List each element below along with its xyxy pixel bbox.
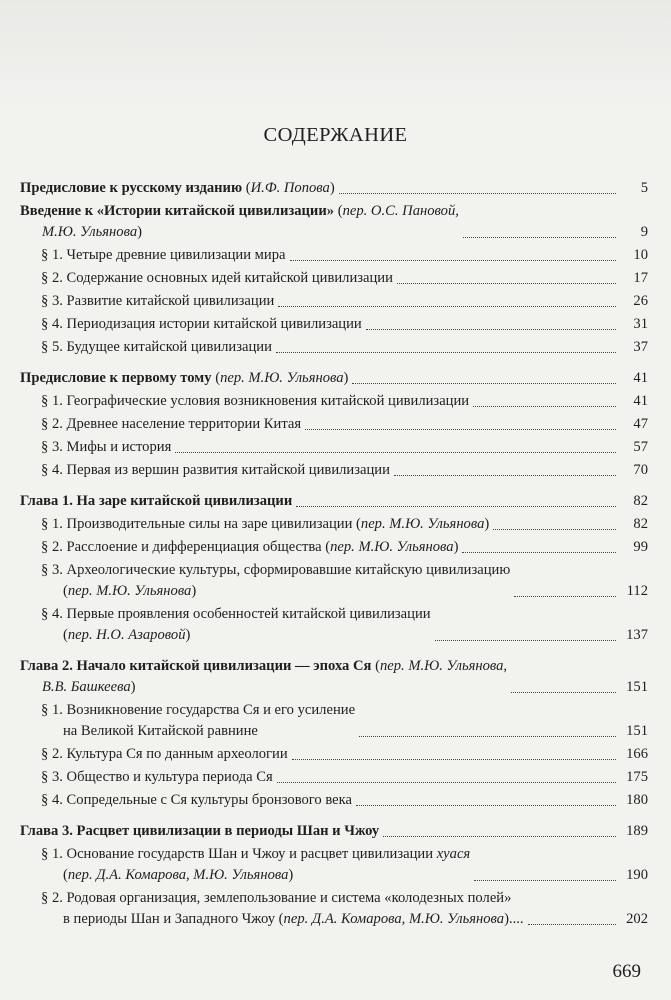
toc-subsection-entry	[20, 291, 648, 312]
entry-text: § 1. Производительные силы на заре цивилизации (	[41, 516, 361, 532]
dot-leader	[296, 506, 616, 507]
entry-text: § 2. Культура Ся по данным археологии	[41, 746, 288, 762]
entry-line	[41, 581, 510, 602]
toc-heading-entry	[20, 368, 648, 389]
dot-leader	[528, 924, 616, 925]
entry-text: § 4. Сопредельные с Ся культуры бронзового века	[41, 792, 353, 808]
entry-line	[41, 888, 524, 909]
entry-title	[20, 201, 459, 243]
entry-page-number: 190	[626, 867, 648, 883]
entry-title	[41, 790, 352, 811]
entry-page-number: 26	[633, 293, 648, 309]
toc-subsection-entry	[20, 537, 648, 558]
dot-leader	[339, 193, 616, 194]
page-heading: СОДЕРЖАНИЕ	[263, 124, 408, 146]
entry-text: § 4. Первые проявления особенностей китайской цивилизации	[41, 606, 431, 622]
dot-leader	[514, 596, 616, 597]
toc-section	[20, 656, 648, 811]
toc-section	[20, 491, 648, 646]
entry-title	[41, 537, 458, 558]
entry-text: § 3. Развитие китайской цивилизации	[41, 293, 275, 309]
entry-line	[41, 700, 355, 721]
entry-page-number: 82	[633, 493, 648, 509]
toc-subsection-entry	[20, 337, 648, 358]
toc-subsection-entry	[20, 437, 648, 458]
entry-title	[41, 514, 489, 535]
entry-text: )	[288, 867, 294, 883]
entry-title	[20, 491, 292, 512]
entry-line	[41, 268, 393, 289]
dot-leader	[290, 260, 617, 261]
entry-line	[41, 414, 301, 435]
entry-title	[41, 291, 274, 312]
toc-heading-entry	[20, 821, 648, 842]
entry-text: § 2. Расслоение и дифференциация общества (	[41, 539, 331, 555]
dot-leader	[474, 880, 616, 881]
entry-text: Введение к «Истории китайской цивилизации»	[20, 203, 335, 219]
toc-subsection-entry	[20, 314, 648, 335]
entry-text: § 2. Древнее население территории Китая	[41, 416, 302, 432]
entry-text: в периоды Шан и Западного Чжоу (	[63, 911, 284, 927]
entry-line	[41, 514, 489, 535]
entry-text: на Великой Китайской равнине	[63, 723, 258, 739]
entry-text: Глава 3. Расцвет цивилизации в периоды Шан и Чжоу	[20, 823, 380, 839]
entry-page-number: 202	[626, 911, 648, 927]
entry-line	[20, 656, 507, 677]
show-through-area	[0, 0, 671, 112]
entry-page-number: 99	[633, 539, 648, 555]
toc-subsection-entry	[20, 268, 648, 289]
toc-subsection-entry	[20, 391, 648, 412]
entry-title	[20, 178, 335, 199]
entry-text: )	[137, 224, 142, 240]
entry-text: § 1. Географические условия возникновения китайской цивилизации	[41, 393, 470, 409]
entry-text: § 1. Возникновение государства Ся и его усиление	[41, 702, 356, 718]
entry-line	[20, 491, 292, 512]
entry-text: )	[191, 583, 197, 599]
entry-text: Предисловие к русскому изданию	[20, 180, 243, 196]
toc-heading-entry	[20, 178, 648, 199]
dot-leader	[276, 352, 616, 353]
entry-line	[41, 291, 274, 312]
entry-text: § 3. Общество и культура периода Ся	[41, 769, 273, 785]
entry-line	[20, 222, 459, 243]
dot-leader	[175, 452, 616, 453]
entry-text: (	[63, 867, 68, 883]
toc-heading-entry	[20, 201, 648, 243]
entry-title	[41, 245, 286, 266]
entry-title	[41, 744, 288, 765]
entry-title	[41, 391, 469, 412]
entry-page-number: 41	[633, 370, 648, 386]
entry-text: § 4. Первая из вершин развития китайской цивилизации	[41, 462, 390, 478]
toc-heading-entry	[20, 491, 648, 512]
entry-page-number: 151	[626, 723, 648, 739]
entry-title	[41, 844, 470, 886]
entry-text: § 3. Мифы и история	[41, 439, 172, 455]
entry-line	[41, 604, 431, 625]
entry-title	[20, 821, 379, 842]
toc-subsection-entry	[20, 604, 648, 646]
entry-line	[41, 245, 286, 266]
translator-credit: пер. Н.О. Азаровой	[67, 627, 186, 643]
entry-title	[41, 337, 272, 358]
entry-page-number: 137	[626, 627, 648, 643]
entry-line	[20, 368, 348, 389]
dot-leader	[278, 306, 616, 307]
toc-subsection-entry	[20, 245, 648, 266]
entry-page-number: 5	[640, 180, 648, 196]
entry-page-number: 112	[626, 583, 648, 599]
entry-line	[41, 721, 355, 742]
entry-text: )	[130, 679, 136, 695]
entry-title	[20, 656, 507, 698]
entry-line	[41, 767, 273, 788]
entry-page-number: 166	[626, 746, 648, 762]
entry-page-number: 41	[633, 393, 648, 409]
entry-page-number: 151	[626, 679, 648, 695]
entry-line	[41, 437, 171, 458]
entry-page-number: 47	[633, 416, 648, 432]
dot-leader	[397, 283, 616, 284]
toc-section	[20, 178, 648, 358]
dot-leader	[366, 329, 616, 330]
translator-credit: пер. М.Ю. Ульянова	[360, 516, 485, 532]
entry-page-number: 31	[633, 316, 648, 332]
translator-credit: пер. М.Ю. Ульянова	[67, 583, 192, 599]
entry-page-number: 57	[633, 439, 648, 455]
entry-text: (	[63, 627, 68, 643]
toc-subsection-entry	[20, 460, 648, 481]
entry-line	[41, 391, 469, 412]
entry-text: § 1. Четыре древние цивилизации мира	[41, 247, 286, 263]
entry-title	[41, 767, 273, 788]
entry-title	[20, 368, 348, 389]
entry-text: § 1. Основание государств Шан и Чжоу и расцвет цивилизации	[41, 846, 437, 862]
toc-subsection-entry	[20, 790, 648, 811]
entry-title	[41, 604, 431, 646]
dot-leader	[292, 759, 616, 760]
toc-subsection-entry	[20, 744, 648, 765]
toc-subsection-entry	[20, 844, 648, 886]
translator-credit: И.Ф. Попова	[250, 180, 330, 196]
entry-line	[41, 537, 458, 558]
page-number: 669	[612, 961, 641, 982]
translator-credit: пер. Д.А. Комарова, М.Ю. Ульянова	[67, 867, 289, 883]
translator-credit: пер. М.Ю. Ульянова,	[379, 658, 508, 674]
toc-subsection-entry	[20, 560, 648, 602]
dot-leader	[463, 237, 616, 238]
entry-page-number: 189	[626, 823, 648, 839]
dot-leader	[511, 692, 616, 693]
entry-page-number: 9	[640, 224, 648, 240]
entry-line	[41, 337, 272, 358]
entry-text: )	[343, 370, 349, 386]
entry-page-number: 70	[633, 462, 648, 478]
dot-leader	[352, 383, 616, 384]
entry-text: § 2. Родовая организация, землепользование и система «колодезных полей»	[41, 890, 512, 906]
entry-title	[41, 460, 390, 481]
entry-title	[41, 560, 510, 602]
entry-line	[41, 625, 431, 646]
entry-page-number: 175	[626, 769, 648, 785]
entry-line	[41, 865, 470, 886]
translator-credit: М.Ю. Ульянова	[42, 224, 138, 240]
translator-credit: пер. М.Ю. Ульянова	[330, 539, 454, 555]
entry-text: § 5. Будущее китайской цивилизации	[41, 339, 272, 355]
entry-title	[41, 700, 355, 742]
entry-title	[41, 888, 524, 930]
entry-text: (	[334, 203, 343, 219]
entry-text: Глава 2. Начало китайской цивилизации — эпоха Ся	[20, 658, 372, 674]
entry-line	[20, 677, 507, 698]
entry-page-number: 10	[633, 247, 648, 263]
entry-text: Предисловие к первому тому	[20, 370, 212, 386]
entry-page-number: 82	[633, 516, 648, 532]
entry-text: (	[242, 180, 251, 196]
dot-leader	[394, 475, 616, 476]
entry-page-number: 37	[633, 339, 648, 355]
entry-page-number: 180	[626, 792, 648, 808]
translator-credit: хуася	[436, 846, 471, 862]
toc-heading-entry	[20, 656, 648, 698]
entry-line	[41, 844, 470, 865]
entry-text: Глава 1. На заре китайской цивилизации	[20, 493, 293, 509]
entry-line	[41, 790, 352, 811]
entry-text: (	[371, 658, 380, 674]
dot-leader	[435, 640, 616, 641]
table-of-contents	[20, 178, 648, 940]
entry-text: )	[453, 539, 459, 555]
entry-line	[41, 560, 510, 581]
entry-text: (	[63, 583, 68, 599]
entry-line	[20, 201, 459, 222]
dot-leader	[493, 529, 616, 530]
toc-subsection-entry	[20, 700, 648, 742]
translator-credit: пер. О.С. Пановой,	[342, 203, 459, 219]
dot-leader	[473, 406, 616, 407]
translator-credit: пер. Д.А. Комарова, М.Ю. Ульянова	[283, 911, 505, 927]
entry-line	[41, 314, 362, 335]
entry-text: § 2. Содержание основных идей китайской цивилизации	[41, 270, 393, 286]
toc-subsection-entry	[20, 514, 648, 535]
entry-text: )	[329, 180, 335, 196]
entry-line	[41, 909, 524, 930]
entry-line	[41, 460, 390, 481]
entry-text: )	[484, 516, 490, 532]
entry-line	[41, 744, 288, 765]
dot-leader	[462, 552, 616, 553]
toc-section	[20, 368, 648, 481]
entry-text: § 3. Археологические культуры, сформировавшие китайскую цивилизацию	[41, 562, 511, 578]
entry-line	[20, 178, 335, 199]
dot-leader	[359, 736, 616, 737]
entry-title	[41, 437, 171, 458]
entry-text: )....	[504, 911, 524, 927]
toc-subsection-entry	[20, 767, 648, 788]
entry-text: § 4. Периодизация истории китайской цивилизации	[41, 316, 362, 332]
dot-leader	[383, 836, 616, 837]
entry-text: )	[185, 627, 191, 643]
entry-title	[41, 414, 301, 435]
translator-credit: пер. М.Ю. Ульянова	[220, 370, 344, 386]
entry-title	[41, 268, 393, 289]
toc-section	[20, 821, 648, 930]
entry-text: (	[211, 370, 221, 386]
toc-subsection-entry	[20, 888, 648, 930]
dot-leader	[305, 429, 616, 430]
dot-leader	[277, 782, 616, 783]
translator-credit: В.В. Башкеева	[42, 679, 131, 695]
entry-page-number: 17	[633, 270, 648, 286]
dot-leader	[356, 805, 616, 806]
entry-title	[41, 314, 362, 335]
entry-line	[20, 821, 379, 842]
toc-subsection-entry	[20, 414, 648, 435]
